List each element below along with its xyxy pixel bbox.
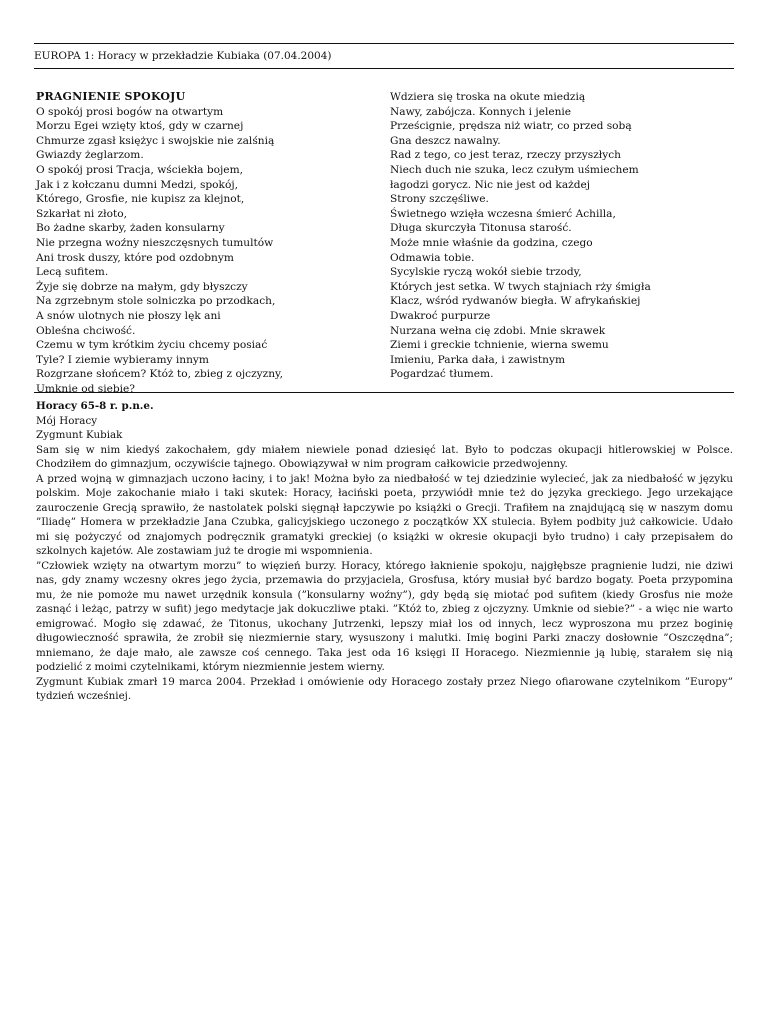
top-rule — [34, 43, 734, 44]
poem-line: Rad z tego, co jest teraz, rzeczy przyszłych — [390, 149, 621, 162]
poem-line: Dwakroć purpurze — [390, 309, 491, 322]
poem-line: Umknie od siebie? — [36, 382, 135, 395]
page-header-title: EUROPA 1: Horacy w przekładzie Kubiaka (07.04.2004) — [34, 50, 332, 62]
poem-line: Sycylskie ryczą wokół siebie trzody, — [390, 266, 582, 279]
poem-line: Wdziera się troska na okute miedzią — [390, 91, 586, 103]
poem-line: A snów ulotnych nie płoszy lęk ani — [36, 309, 221, 322]
poem-line: Ziemi i greckie tchnienie, wierna swemu — [390, 339, 609, 352]
poem-line: Chmurze zgasł księżyc i swojskie nie zalśnią — [36, 134, 275, 147]
poem-line: Gna deszcz nawalny. — [390, 134, 501, 147]
poem-line: Szkarłat ni złoto, — [36, 207, 127, 220]
poem-line: Nurzana wełna cię zdobi. Mnie skrawek — [390, 324, 606, 337]
poem-line: Długa skurczyła Titonusa starość. — [390, 222, 572, 235]
essay-author: Zygmunt Kubiak — [36, 429, 123, 441]
poem-line: Strony szczęśliwe. — [390, 193, 489, 206]
poem-line: Imieniu, Parka dała, i zawistnym — [390, 353, 566, 366]
poem-line: Prześcignie, prędsza niż wiatr, co przed sobą — [390, 120, 632, 133]
essay-section — [36, 399, 733, 704]
poem-line: Pogardzać tłumem. — [390, 368, 494, 381]
section-rule — [34, 392, 734, 393]
poem-right-column — [390, 90, 730, 382]
header-rule — [34, 68, 734, 69]
poem-line: Ani trosk duszy, które pod ozdobnym — [36, 251, 234, 264]
poem-line: Żyje się dobrze na małym, gdy błyszczy — [36, 280, 248, 293]
poem-line: Którego, Grosfie, nie kupisz za klejnot, — [36, 193, 245, 206]
poem-line: O spokój prosi Tracja, wściekła bojem, — [36, 163, 243, 176]
poem-line: Nawy, zabójcza. Konnych i jelenie — [390, 105, 572, 118]
poem-line: O spokój prosi bogów na otwartym — [36, 105, 224, 118]
poem-line: Lecą sufitem. — [36, 266, 109, 279]
essay-paragraph: ”Człowiek wzięty na otwartym morzu” to więzień burzy. Horacy, którego łaknienie spokoju, najgłębsze pragnienie ludzi, nie dziwi nas, gdy znamy wczesny okres jego życia, przemawia do przyjaciela, Grosfusa, który musiał być bardzo bogaty. Poeta przypomina mu, że nie pomoże mu nawet urzędnik konsula (”konsularny woźny”), gdy będą się miotać pod sufitem (kiedy Grosfus nie może zasnąć i leżąc, patrzy w sufit) jego medytacje jak dokuczliwe ptaki. ”Któż to, zbieg z ojczyzny. Umknie od siebie?” - a więc nie warto emigrować. Mogło się zdawać, że Titonus, ukochany Jutrzenki, lepszy miał los od innych, lecz wyproszona mu przez boginię długowieczność sprawiła, że zrobił się niezmiernie stary, wysuszony i malutki. Imię bogini Parki znaczy dosłownie ”Oszczędna”; mniemano, że daje mało, ale zawsze coś cennego. Taka jest oda 16 księgi II Horacego. Niezmiennie ją lubię, starałem się nią podzielić z moimi czytelnikami, którym niezmiennie jestem wierny. — [36, 559, 733, 673]
page-header — [34, 49, 734, 63]
poem-line: Klacz, wśród rydwanów biegła. W afrykańskiej — [390, 295, 641, 308]
poem-line: Nie przegna woźny nieszczęsnych tumultów — [36, 236, 274, 249]
poem-line: Obleśna chciwość. — [36, 324, 136, 337]
poem-line: Gwiazdy żeglarzom. — [36, 149, 144, 162]
essay-paragraph: Zygmunt Kubiak zmarł 19 marca 2004. Przekład i omówienie ody Horacego zostały przez Niego ofiarowane czytelnikom ”Europy” tydzień wcześniej. — [36, 675, 733, 702]
essay-subtitle: Mój Horacy — [36, 414, 98, 427]
poem-line: Świetnego wzięła wczesna śmierć Achilla, — [390, 207, 616, 220]
poem-left-column — [36, 90, 366, 396]
poem-line: Odmawia tobie. — [390, 251, 475, 264]
poem-line: łagodzi gorycz. Nic nie jest od każdej — [390, 178, 591, 191]
poem-line: Czemu w tym krótkim życiu chcemy posiać — [36, 339, 268, 352]
poem-title: PRAGNIENIE SPOKOJU — [36, 90, 186, 103]
essay-paragraph: A przed wojną w gimnazjach uczono łaciny, i to jak! Można było za niedbałość w tej dziedzinie wylecieć, jak za niedbałość w języku polskim. Moje zakochanie miało i taki skutek: Horacy, łaciński poeta, przywiódł mnie też do języka greckiego. Jego urzekające zauroczenie Grecją sprawiło, że nastolatek polski sięgnął łapczywie po książki o Grecji. Trafiłem na znajdującą się w naszym domu ”Iliadę” Homera w przekładzie Jana Czubka, galicyjskiego uczonego z początków XX stulecia. Byłem podbity już całkowicie. Udało mi się pożyczyć od znajomych podręcznik gramatyki greckiej (o książki w okresie okupacji było trudno) i cały przepisałem do szkolnych kajetów. Ale zostawiam już te drogie mi wspomnienia. — [36, 472, 733, 557]
poem-line: Których jest setka. W twych stajniach rży śmigła — [390, 280, 651, 293]
poem-line: Może mnie właśnie da godzina, czego — [390, 236, 593, 249]
poem-line: Niech duch nie szuka, lecz czułym uśmiechem — [390, 163, 639, 176]
poem-line: Morzu Egei wzięty ktoś, gdy w czarnej — [36, 120, 244, 133]
essay-title: Horacy 65-8 r. p.n.e. — [36, 400, 154, 412]
poem-line: Jak i z kołczanu dumni Medzi, spokój, — [36, 178, 239, 191]
essay-paragraph: Sam się w nim kiedyś zakochałem, gdy miałem niewiele ponad dziesięć lat. Było to podczas okupacji hitlerowskiej w Polsce. Chodziłem do gimnazjum, oczywiście tajnego. Obowiązywał w nim program całkowicie przedwojenny. — [36, 443, 733, 470]
poem-line: Bo żadne skarby, żaden konsularny — [36, 222, 225, 235]
poem-line: Na zgrzebnym stole solniczka po przodkach, — [36, 295, 276, 308]
poem-line: Tyle? I ziemie wybieramy innym — [36, 353, 209, 366]
poem-line: Rozgrzane słońcem? Któż to, zbieg z ojczyzny, — [36, 368, 284, 381]
